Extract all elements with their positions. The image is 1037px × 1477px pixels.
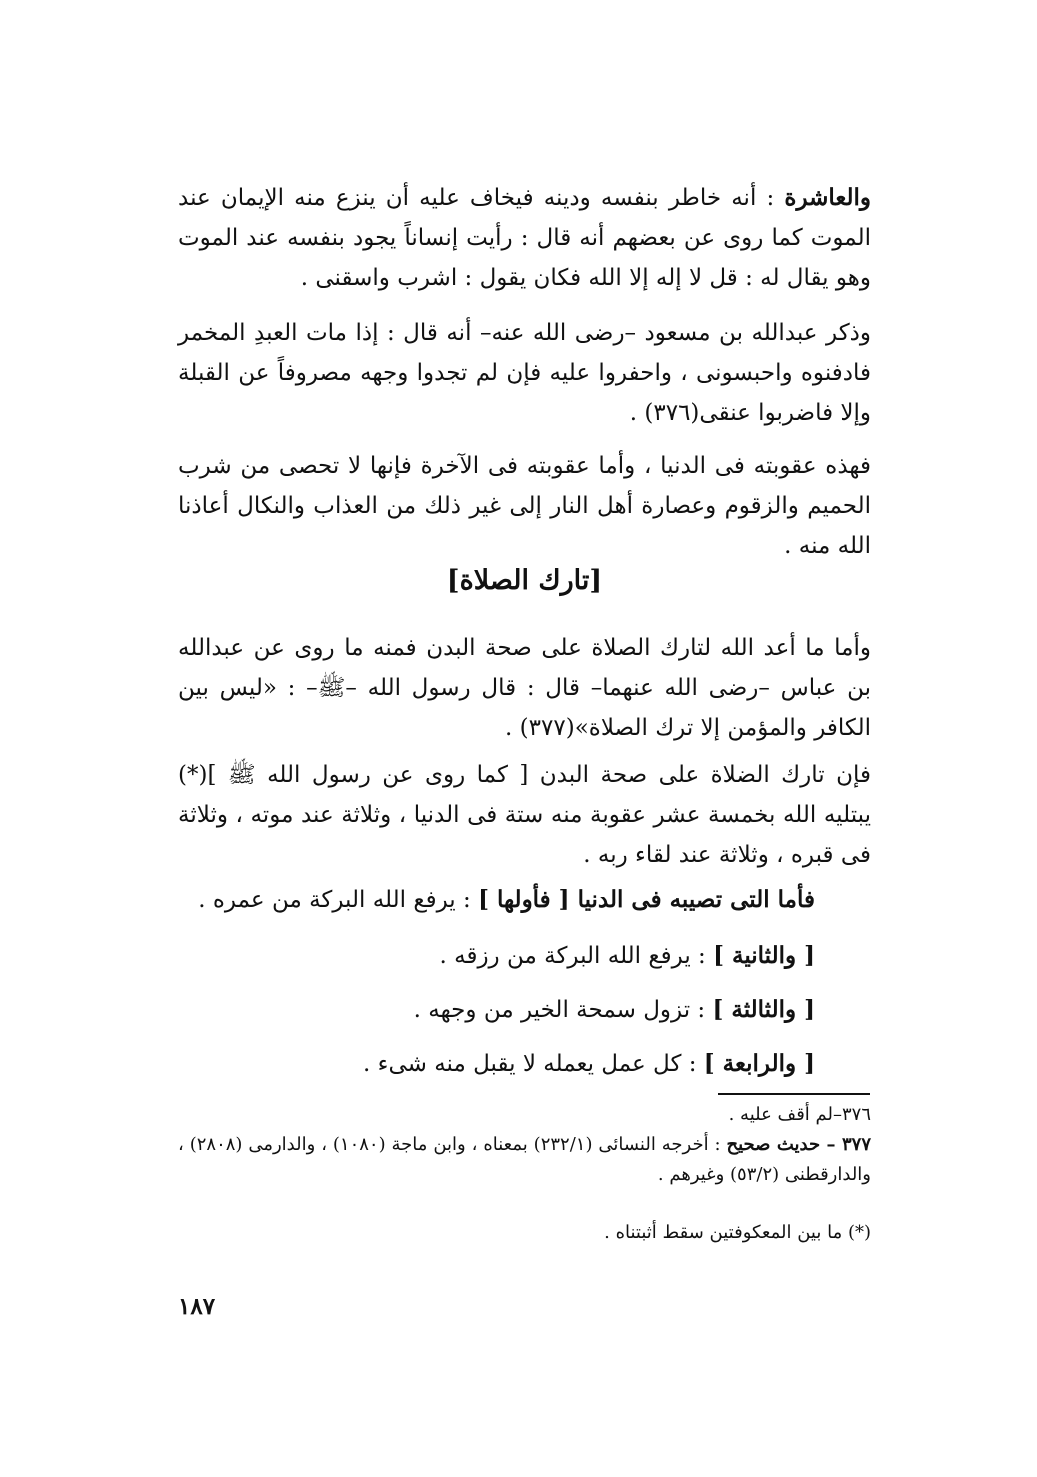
footnote-lead: ٣٧٧ – حديث صحيح [726, 1134, 872, 1155]
list-item-second [440, 936, 816, 976]
page-number: ١٨٧ [178, 1293, 216, 1320]
paragraph-fifteen-punishments [178, 755, 871, 875]
footnote-body: : أخرجه النسائى (٢٣٢/١) بمعناه ، وابن ماجة (١٠٨٠) ، والدارمى (٢٨٠٨) ، والدارقطنى (٥٣/٢) وغيرهم . [178, 1134, 871, 1185]
list-item-third [414, 990, 815, 1030]
item-lead: [ والثالثة ] [712, 996, 815, 1023]
section-heading: [تارك الصلاة] [446, 565, 603, 596]
paragraph-text: فهذه عقوبته فى الدنيا ، وأما عقوبته فى الآخرة فإنها لا تحصى من شرب الحميم والزقوم وعصارة أهل النار إلى غير ذلك من العذاب والنكال أعاذنا الله منه . [178, 453, 871, 559]
paragraph-text: فإن تارك الضلاة على صحة البدن [ كما روى عن رسول الله ﷺ ](*) يبتليه الله بخمسة عشر عقوبة منه ستة فى الدنيا ، وثلاثة عند موته ، وثلاثة فى قبره ، وثلاثة عند لقاء ربه . [178, 762, 871, 868]
list-item-fourth [363, 1044, 815, 1084]
item-body: : كل عمل يعمله لا يقبل منه شىء . [363, 1051, 697, 1077]
paragraph-prayer-hadith [178, 628, 871, 748]
list-item-first [198, 880, 815, 920]
paragraph-punishment [178, 446, 871, 566]
item-body: : تزول سمحة الخير من وجهه . [413, 997, 706, 1023]
footnote-376: ٣٧٦–لم أقف عليه . [728, 1104, 871, 1125]
footnote-377 [178, 1130, 871, 1190]
paragraph-text: وذكر عبدالله بن مسعود –رضى الله عنه– أنه قال : إذا مات العبدِ المخمر فادفنوه واحبسونى ، واحفروا عليه فإن لم تجدوا وجهه مصروفاً عن القبلة وإلا فاضربوا عنقى(٣٧٦) . [178, 320, 871, 426]
footnote-divider [718, 1093, 870, 1095]
paragraph-tenth [178, 178, 871, 298]
item-body: : يرفع الله البركة من رزقه . [439, 943, 706, 969]
paragraph-lead: والعاشرة [784, 184, 872, 211]
footnote-asterisk: (*) ما بين المعكوفتين سقط أثبتناه . [604, 1222, 871, 1243]
paragraph-ibn-masud [178, 313, 871, 433]
paragraph-body: : أنه خاطر بنفسه ودينه فيخاف عليه أن ينزع منه الإيمان عند الموت كما روى عن بعضهم أنه قال : رأيت إنساناً يجود بنفسه عند الموت وهو يقال له : قل لا إله إلا الله فكان يقول : اشرب واسقنى . [178, 185, 871, 291]
paragraph-text: وأما ما أعد الله لتارك الصلاة على صحة البدن فمنه ما روى عن عبدالله بن عباس –رضى الله عنهما– قال : قال رسول الله –ﷺ– : «ليس بين الكافر والمؤمن إلا ترك الصلاة»(٣٧٧) . [178, 635, 871, 741]
item-body: : يرفع الله البركة من عمره . [198, 887, 471, 913]
item-lead: [ والرابعة ] [703, 1050, 815, 1077]
item-lead: [ والثانية ] [713, 942, 815, 969]
item-lead: فأما التى تصيبه فى الدنيا [ فأولها ] [478, 886, 815, 913]
paragraph-text [178, 178, 871, 298]
